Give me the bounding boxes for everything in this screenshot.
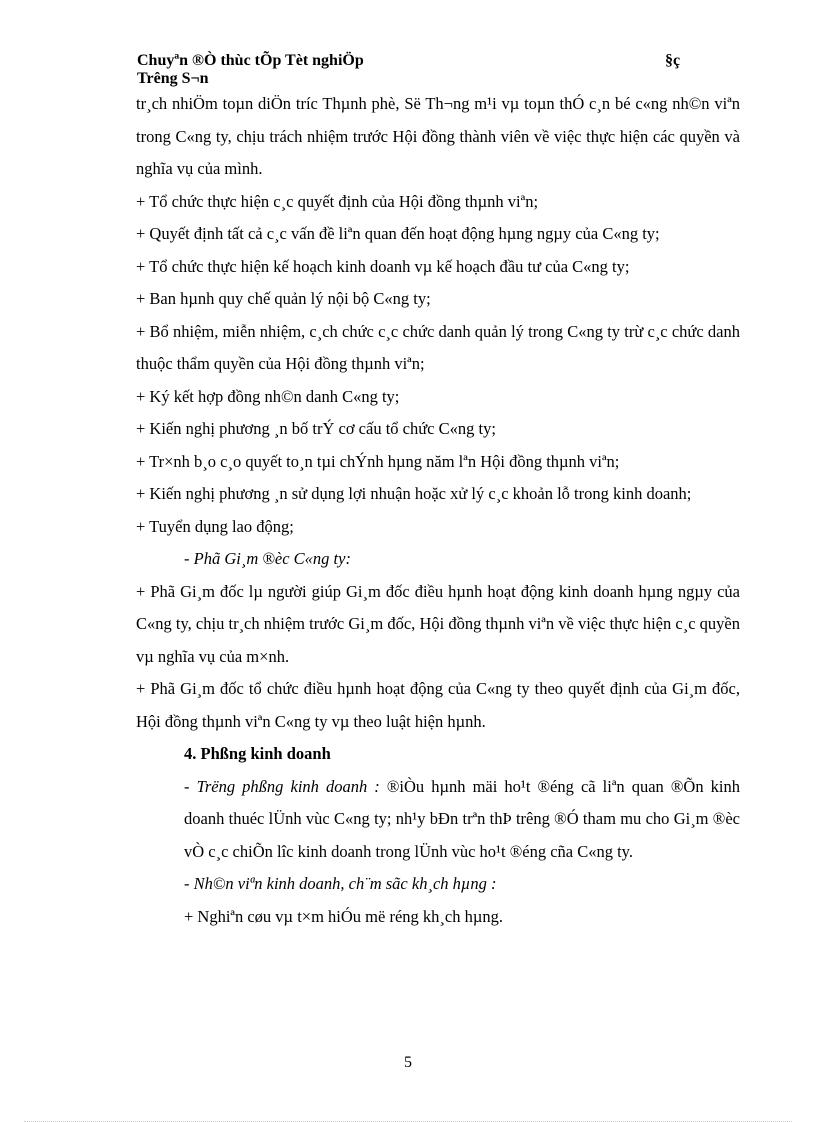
section-heading: 4. Phßng kinh doanh <box>184 744 331 763</box>
paragraph: tr¸ch nhiÖm toµn diÖn tríc Thµnh phè, Së Th¬ng m¹i vµ toµn thÓ c¸n bé c«ng nh©n viªn trong C«ng ty, chịu trách nhiệm trước Hội đồng thành viên về việc thực hiện các quyền và nghĩa vụ của mình. <box>136 94 740 178</box>
list-item: + Tuyển dụng lao động; <box>136 516 294 536</box>
paragraph <box>136 771 740 869</box>
list-item: + Quyết định tất cả c¸c vấn đề liªn quan đến hoạt động hµng ngµy của C«ng ty; <box>136 224 660 243</box>
list-item: + Phã Gi¸m đốc tổ chức điều hµnh hoạt động của C«ng ty theo quyết định của Gi¸m đốc, Hội đồng thµnh viªn C«ng ty vµ theo luật hiện hµnh. <box>136 679 740 731</box>
list-item: + Tổ chức thực hiện kế hoạch kinh doanh vµ kế hoạch đầu tư của C«ng ty; <box>136 256 630 276</box>
header-title: Chuyªn ®Ò thùc tÕp Tèt nghiÖp <box>137 52 364 69</box>
document-body <box>136 88 740 933</box>
list-item: + Nghiªn cøu vµ t×m hiÓu më réng kh¸ch hµng. <box>184 906 503 926</box>
page-number: 5 <box>404 1054 412 1071</box>
list-item: + Tổ chức thực hiện c¸c quyết định của Hội đồng thµnh viªn; <box>136 191 539 211</box>
header-right-text: §ç <box>665 52 681 69</box>
page-bottom-divider <box>24 1121 792 1122</box>
list-item: + Kiến nghị phương ¸n sử dụng lợi nhuận hoặc xử lý c¸c khoản lỗ trong kinh doanh; <box>136 484 692 503</box>
header-author: Trêng S¬n <box>137 70 209 87</box>
role-description: ®iÒu hµnh mäi ho¹t ®éng cã liªn quan ®Õn kinh doanh thuéc lÜnh vùc C«ng ty; nh¹y bÐn trªn thÞ trêng ®Ó tham mu cho Gi¸m ®èc vÒ c¸c chiÕn lîc kinh doanh trong lÜnh vùc ho¹t ®éng cña C«ng ty. <box>184 776 740 861</box>
page-header <box>137 52 757 88</box>
list-item: + Bổ nhiệm, miễn nhiệm, c¸ch chức c¸c chức danh quản lý trong C«ng ty trừ c¸c chức danh thuộc thẩm quyền của Hội đồng thµnh viªn; <box>136 321 740 373</box>
list-item: + Ban hµnh quy chế quản lý nội bộ C«ng ty; <box>136 289 431 308</box>
list-item: + Tr×nh b¸o c¸o quyết to¸n tµi chÝnh hµng năm lªn Hội đồng thµnh viªn; <box>136 451 620 471</box>
subsection-heading: - Nh©n viªn kinh doanh, ch¨m sãc kh¸ch hµng : <box>184 874 497 893</box>
role-label: - Trëng phßng kinh doanh : <box>184 776 387 796</box>
list-item: + Ký kết hợp đồng nh©n danh C«ng ty; <box>136 386 400 406</box>
list-item: + Phã Gi¸m đốc lµ người giúp Gi¸m đốc điều hµnh hoạt động kinh doanh hµng ngµy của C«ng ty, chịu tr¸ch nhiệm trước Gi¸m đốc, Hội đồng thµnh viªn về việc thực hiện c¸c quyền vµ nghĩa vụ của m×nh. <box>136 581 740 666</box>
list-item: + Kiến nghị phương ¸n bố trÝ cơ cấu tổ chức C«ng ty; <box>136 419 496 438</box>
subsection-heading: - Phã Gi¸m ®èc C«ng ty: <box>184 549 351 568</box>
